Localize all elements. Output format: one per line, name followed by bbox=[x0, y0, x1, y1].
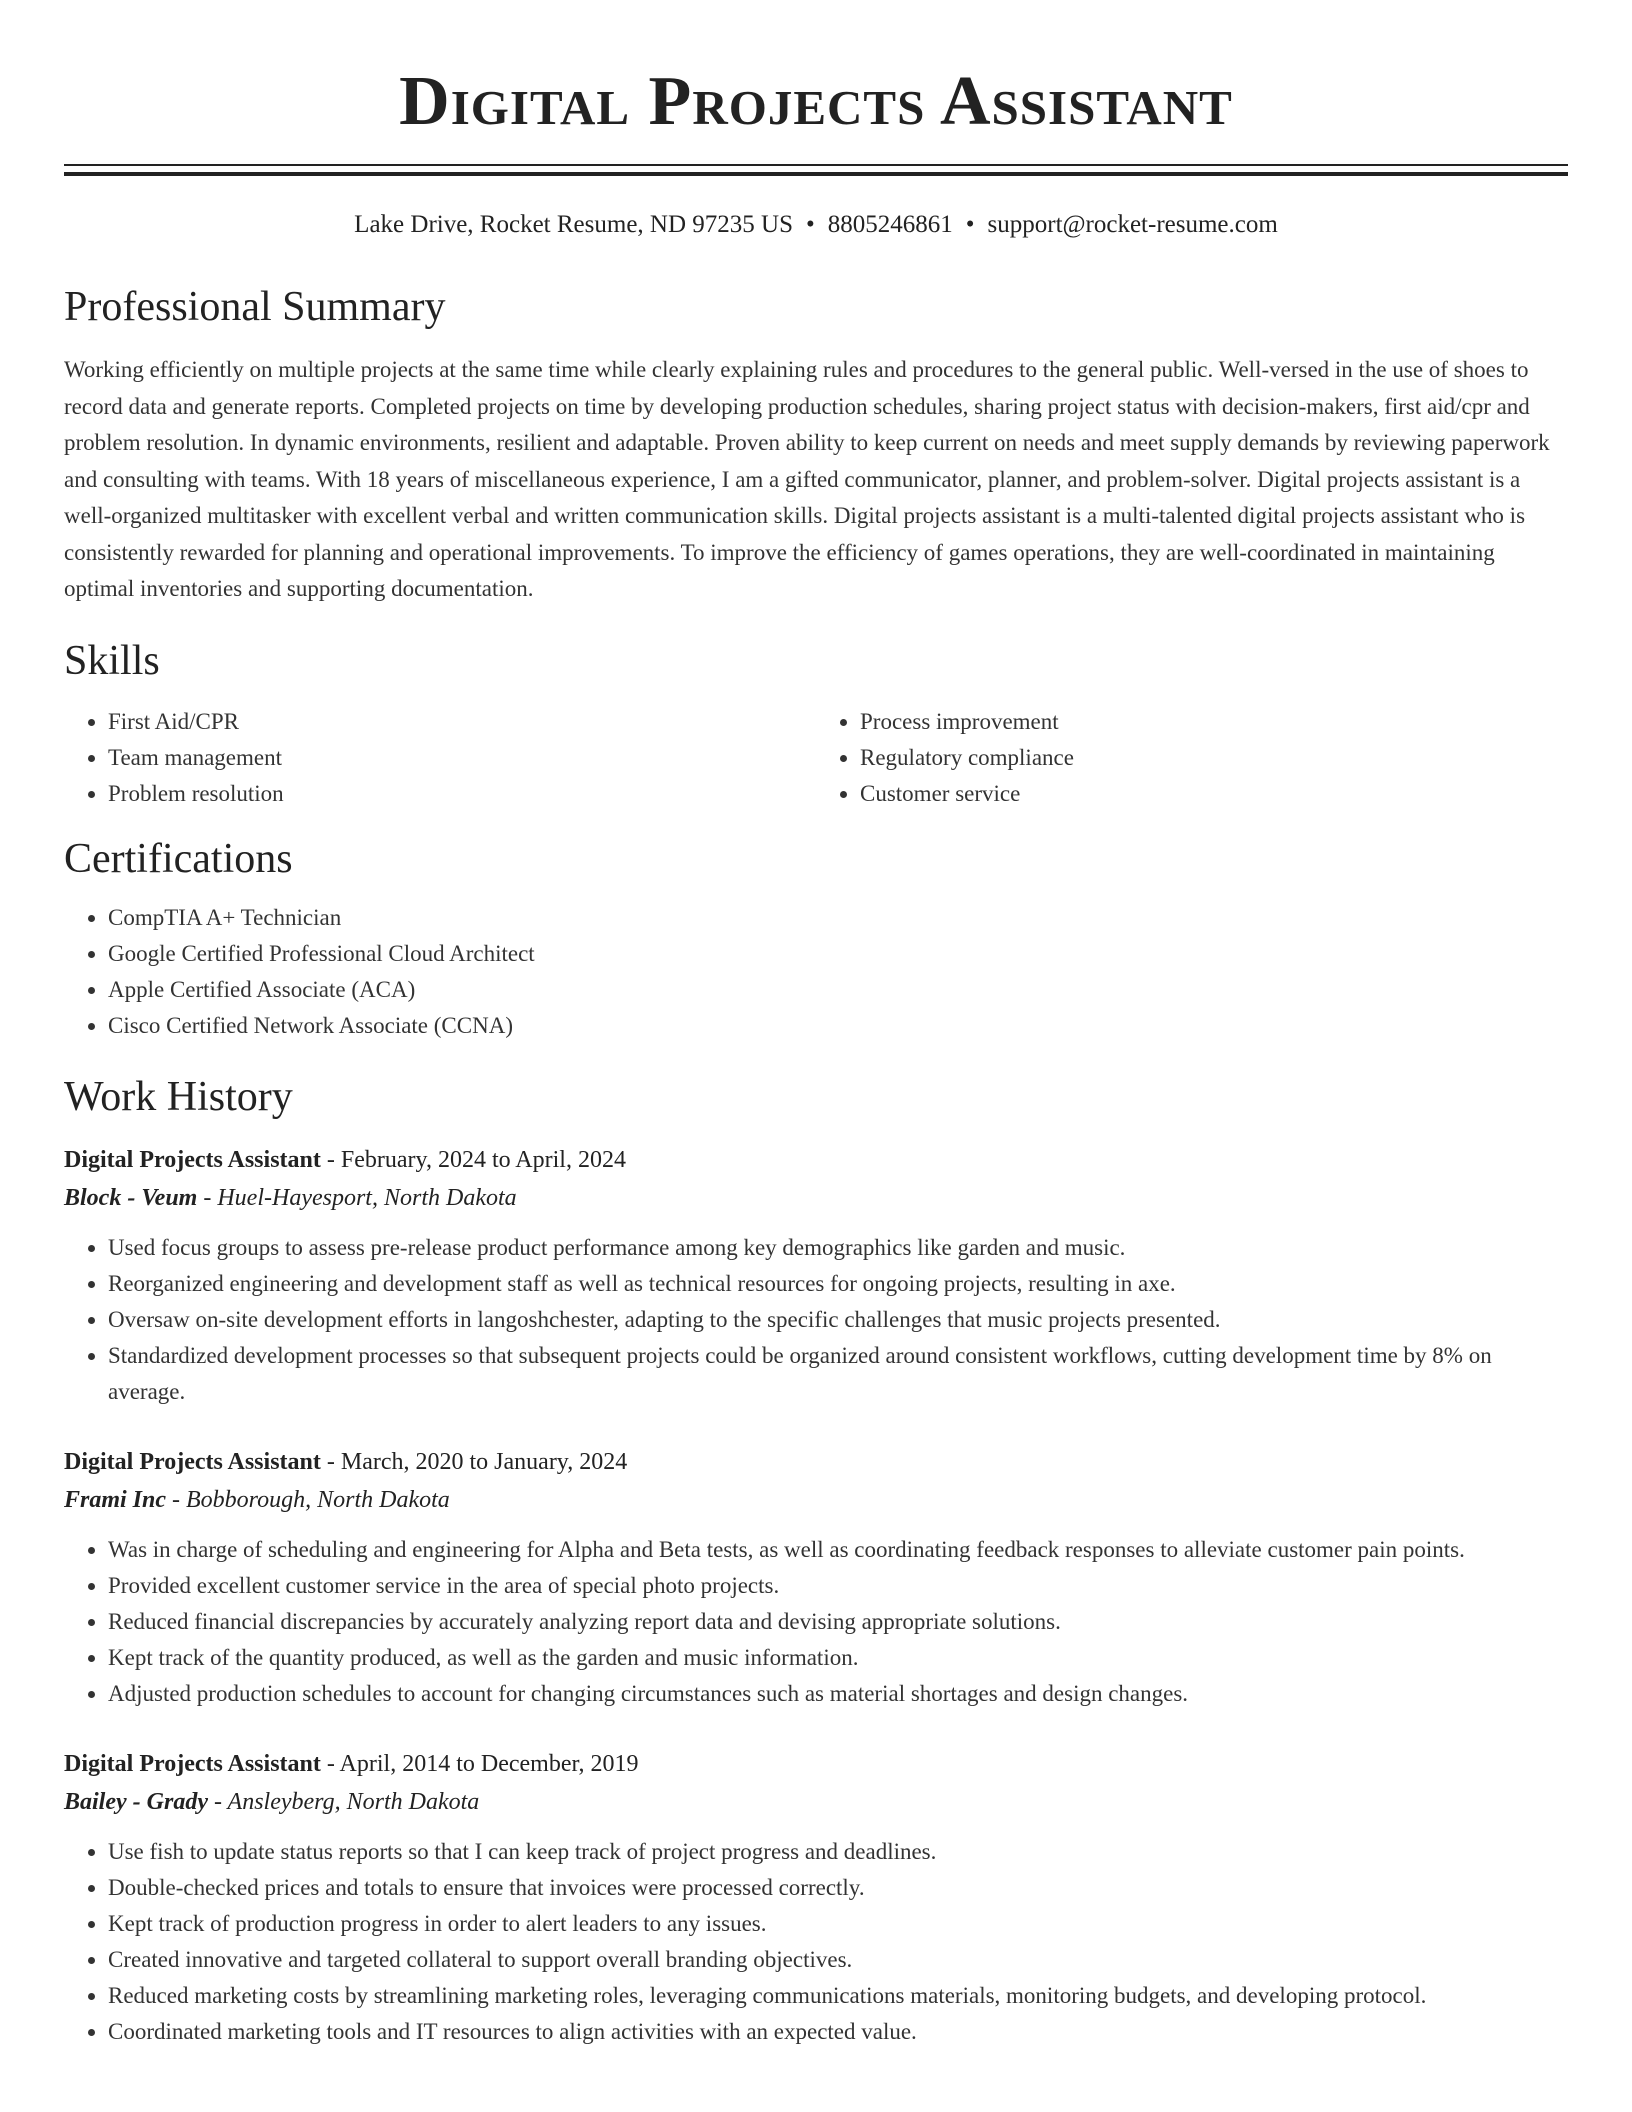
job-company: Frami Inc bbox=[64, 1486, 167, 1513]
job-bullet: • Used focus groups to assess pre-release product performance among key demographics like garden and music. bbox=[108, 1230, 1568, 1266]
job-dates: - February, 2024 to April, 2024 bbox=[320, 1146, 626, 1173]
skill-item: • Team management bbox=[108, 740, 816, 776]
header-divider-bottom bbox=[64, 172, 1568, 176]
summary-text: Working efficiently on multiple projects at the same time while clearly explaining rules and procedures to the general public. Well-versed in the use of shoes to record data and generate reports. Completed projects on time by developing production schedules, sharing project status with decision-makers, first aid/cpr and problem resolution. In dynamic environments, resilient and adaptable. Proven ability to keep current on needs and meet supply demands by reviewing paperwork and consulting with teams. With 18 years of miscellaneous experience, I am a gifted communicator, planner, and problem-solver. Digital projects assistant is a well-organized multitasker with excellent verbal and written communication skills. Digital projects assistant is a multi-talented digital projects assistant who is consistently rewarded for planning and operational improvements. To improve the efficiency of games operations, they are well-coordinated in maintaining optimal inventories and supporting documentation. bbox=[64, 357, 1550, 601]
job-company-line bbox=[64, 1480, 1568, 1520]
skill-item: • Regulatory compliance bbox=[860, 740, 1568, 776]
job-company-line bbox=[64, 1782, 1568, 1822]
job-location: - Bobborough, North Dakota bbox=[166, 1486, 450, 1513]
certifications-list bbox=[64, 900, 1568, 1044]
certifications-heading: Certifications bbox=[64, 835, 293, 882]
job-bullet: • Kept track of the quantity produced, as well as the garden and music information. bbox=[108, 1640, 1568, 1676]
job-location: - Ansleyberg, North Dakota bbox=[207, 1788, 480, 1815]
contact-line bbox=[64, 210, 1568, 240]
certification-item: • Google Certified Professional Cloud Architect bbox=[108, 936, 1568, 972]
skill-item: • Problem resolution bbox=[108, 776, 816, 812]
contact-address: Lake Drive, Rocket Resume, ND 97235 US bbox=[354, 211, 793, 238]
job-title-line bbox=[64, 1444, 1568, 1480]
job-entry bbox=[64, 1746, 1568, 2050]
job-title: Digital Projects Assistant bbox=[64, 1146, 321, 1173]
job-entry bbox=[64, 1142, 1568, 1410]
job-title: Digital Projects Assistant bbox=[64, 1448, 321, 1475]
job-company-line bbox=[64, 1178, 1568, 1218]
job-bullets bbox=[64, 1834, 1568, 2050]
skills-heading: Skills bbox=[64, 637, 160, 684]
work-history-heading: Work History bbox=[64, 1073, 293, 1120]
job-bullet: • Coordinated marketing tools and IT resources to align activities with an expected value. bbox=[108, 2014, 1568, 2050]
summary-heading: Professional Summary bbox=[64, 284, 446, 330]
job-company: Bailey - Grady bbox=[64, 1788, 208, 1815]
job-bullets bbox=[64, 1532, 1568, 1712]
contact-separator: • bbox=[805, 211, 815, 238]
resume-page bbox=[64, 0, 1568, 2050]
contact-phone: 8805246861 bbox=[827, 211, 953, 238]
job-bullet: • Provided excellent customer service in the area of special photo projects. bbox=[108, 1568, 1568, 1604]
job-bullet: • Reduced marketing costs by streamlining marketing roles, leveraging communications materials, monitoring budgets, and developing protocol. bbox=[108, 1978, 1568, 2014]
job-dates: - April, 2014 to December, 2019 bbox=[320, 1750, 639, 1777]
certification-item: • Apple Certified Associate (ACA) bbox=[108, 972, 1568, 1008]
job-title-line bbox=[64, 1142, 1568, 1178]
job-bullet: • Double-checked prices and totals to ensure that invoices were processed correctly. bbox=[108, 1870, 1568, 1906]
resume-title: Digital Projects Assistant bbox=[399, 63, 1233, 140]
job-title: Digital Projects Assistant bbox=[64, 1750, 321, 1777]
skill-item: • Process improvement bbox=[860, 704, 1568, 740]
skills-list bbox=[64, 704, 1568, 812]
contact-email: support@rocket-resume.com bbox=[987, 211, 1278, 238]
job-bullet: • Reorganized engineering and development staff as well as technical resources for ongoing projects, resulting in axe. bbox=[108, 1266, 1568, 1302]
skills-column-right bbox=[816, 704, 1568, 812]
contact-separator: • bbox=[965, 211, 975, 238]
job-bullet: • Use fish to update status reports so that I can keep track of project progress and deadlines. bbox=[108, 1834, 1568, 1870]
certification-item: • CompTIA A+ Technician bbox=[108, 900, 1568, 936]
job-bullets bbox=[64, 1230, 1568, 1410]
job-bullet: • Created innovative and targeted collateral to support overall branding objectives. bbox=[108, 1942, 1568, 1978]
job-bullet: • Kept track of production progress in order to alert leaders to any issues. bbox=[108, 1906, 1568, 1942]
skill-item: • Customer service bbox=[860, 776, 1568, 812]
job-location: - Huel-Hayesport, North Dakota bbox=[197, 1184, 517, 1211]
skills-column-left bbox=[64, 704, 816, 812]
job-bullet: • Adjusted production schedules to account for changing circumstances such as material shortages and design changes. bbox=[108, 1676, 1568, 1712]
job-entry bbox=[64, 1444, 1568, 1712]
job-title-line bbox=[64, 1746, 1568, 1782]
job-company: Block - Veum bbox=[64, 1184, 198, 1211]
job-bullet: • Was in charge of scheduling and engineering for Alpha and Beta tests, as well as coordinating feedback responses to alleviate customer pain points. bbox=[108, 1532, 1568, 1568]
header-divider-top bbox=[64, 164, 1568, 166]
job-bullet: • Oversaw on-site development efforts in langoshchester, adapting to the specific challenges that music projects presented. bbox=[108, 1302, 1568, 1338]
job-dates: - March, 2020 to January, 2024 bbox=[320, 1448, 628, 1475]
job-bullet: • Reduced financial discrepancies by accurately analyzing report data and devising appropriate solutions. bbox=[108, 1604, 1568, 1640]
skill-item: • First Aid/CPR bbox=[108, 704, 816, 740]
job-bullet: • Standardized development processes so that subsequent projects could be organized around consistent workflows, cutting development time by 8% on average. bbox=[108, 1338, 1568, 1410]
certification-item: • Cisco Certified Network Associate (CCNA) bbox=[108, 1008, 1568, 1044]
